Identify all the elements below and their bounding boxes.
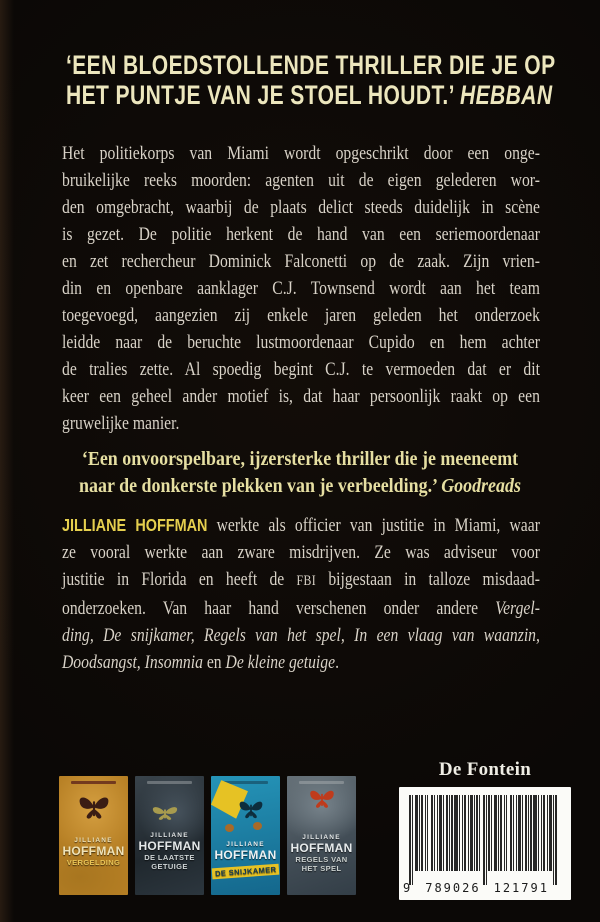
bio-line: justitie in Florida en heeft de FBI bijgestaan in talloze misdaad- <box>62 569 540 590</box>
barcode <box>399 787 571 900</box>
backlist-covers-row <box>59 776 356 895</box>
cover-tagline <box>299 781 343 784</box>
barcode-number <box>403 881 569 895</box>
barcode-digit-group: 121791 <box>493 881 549 895</box>
thumbnail-cover-regels-van-het-spel <box>287 776 356 895</box>
synopsis-paragraph <box>62 140 540 437</box>
author-bio <box>62 512 540 676</box>
cover-author-first: JILLIANE <box>302 834 341 841</box>
cover-tagline <box>223 781 267 784</box>
cover-text <box>211 841 280 879</box>
synopsis-line: den omgebracht, waarbij de plaats delict steeds duidelijk in scène <box>62 197 540 218</box>
mid-review-quote <box>24 446 576 500</box>
cover-tagline <box>71 781 115 784</box>
butterfly-icon <box>306 787 337 810</box>
thumbnail-cover-vergelding <box>59 776 128 895</box>
cover-title: REGELS VAN HET SPEL <box>295 855 348 873</box>
bio-line: onderzoeken. Van haar hand verschenen onder andere Vergel- <box>62 598 540 619</box>
top-review-quote <box>66 50 556 110</box>
synopsis-line: en zet rechercheur Dominick Falconetti op de zaak. Zijn vrien- <box>62 251 540 272</box>
butterfly-icon <box>75 793 113 822</box>
cover-author-first: JILLIANE <box>226 841 265 848</box>
cover-title: DE SNIJKAMER <box>211 864 279 880</box>
cover-text <box>59 837 128 867</box>
cover-text <box>287 834 356 873</box>
cover-author-first: JILLIANE <box>74 837 113 844</box>
cover-text <box>135 832 204 871</box>
barcode-bars <box>409 795 561 887</box>
quote-top-line2 <box>66 80 553 110</box>
barcode-digit-group: 9 <box>403 881 413 895</box>
bio-line: Doodsangst, Insomnia en De kleine getuige. <box>62 652 339 673</box>
synopsis-line: toegevoegd, aangezien zij enkele jaren geleden het onderzoek <box>62 305 540 326</box>
moth-icon <box>149 804 181 821</box>
leaf-shape <box>225 824 234 832</box>
quote-mid-line2 <box>24 473 576 500</box>
synopsis-line: de tralies zette. Al spoedig begint C.J. te vermoeden dat er dit <box>62 359 540 380</box>
cover-author-first: JILLIANE <box>150 832 189 839</box>
spine-shadow <box>0 0 14 922</box>
leaf-shape <box>253 822 262 830</box>
synopsis-line: gruwelijke manier. <box>62 413 180 434</box>
quote-top-line2-text: HET PUNTJE VAN JE STOEL HOUDT.’ <box>66 80 454 110</box>
publisher-logo: De Fontein <box>438 759 532 780</box>
quote-mid-line2-text: naar de donkerste plekken van je verbeelding.’ <box>79 476 437 497</box>
barcode-digit-group: 789026 <box>425 881 481 895</box>
cover-tagline <box>147 781 191 784</box>
thumbnail-cover-de-laatste-getuige <box>135 776 204 895</box>
synopsis-line: bruikelijke reeks moorden: agenten uit de eigen gelederen wor- <box>62 170 540 191</box>
cover-title: VERGELDING <box>66 858 121 867</box>
cover-author-last: HOFFMAN <box>62 844 125 858</box>
quote-mid-source: Goodreads <box>441 476 521 497</box>
butterfly-icon <box>236 798 266 821</box>
cover-title: DE LAATSTE GETUIGE <box>144 853 195 871</box>
bio-line: ze vooral werkte aan zware misdrijven. Ze was adviseur voor <box>62 542 540 563</box>
quote-top-source: HEBBAN <box>459 80 553 110</box>
quote-top-line1: ‘EEN BLOEDSTOLLENDE THRILLER DIE JE OP <box>66 50 556 80</box>
synopsis-line: leidde naar de beruchte lustmoordenaar Cupido en hem achter <box>62 332 540 353</box>
synopsis-line: Het politiekorps van Miami wordt opgeschrikt door een onge- <box>62 143 540 164</box>
cover-author-last: HOFFMAN <box>290 841 353 855</box>
thumbnail-cover-de-snijkamer <box>211 776 280 895</box>
cover-author-last: HOFFMAN <box>214 848 277 862</box>
quote-mid-line1: ‘Een onvoorspelbare, ijzersterke thriller die je meeneemt <box>81 449 519 470</box>
synopsis-line: din en openbare aanklager C.J. Townsend wordt aan het team <box>62 278 540 299</box>
cover-author-last: HOFFMAN <box>138 839 201 853</box>
bio-line: ding, De snijkamer, Regels van het spel, In een vlaag van waanzin, <box>62 625 540 646</box>
bio-line: JILLIANE HOFFMAN werkte als officier van justitie in Miami, waar <box>62 515 540 536</box>
synopsis-line: is gezet. De politie herkent de hand van een seriemoordenaar <box>62 224 540 245</box>
synopsis-line: keer een geheel ander motief is, dat haar persoonlijk raakt op een <box>62 386 540 407</box>
